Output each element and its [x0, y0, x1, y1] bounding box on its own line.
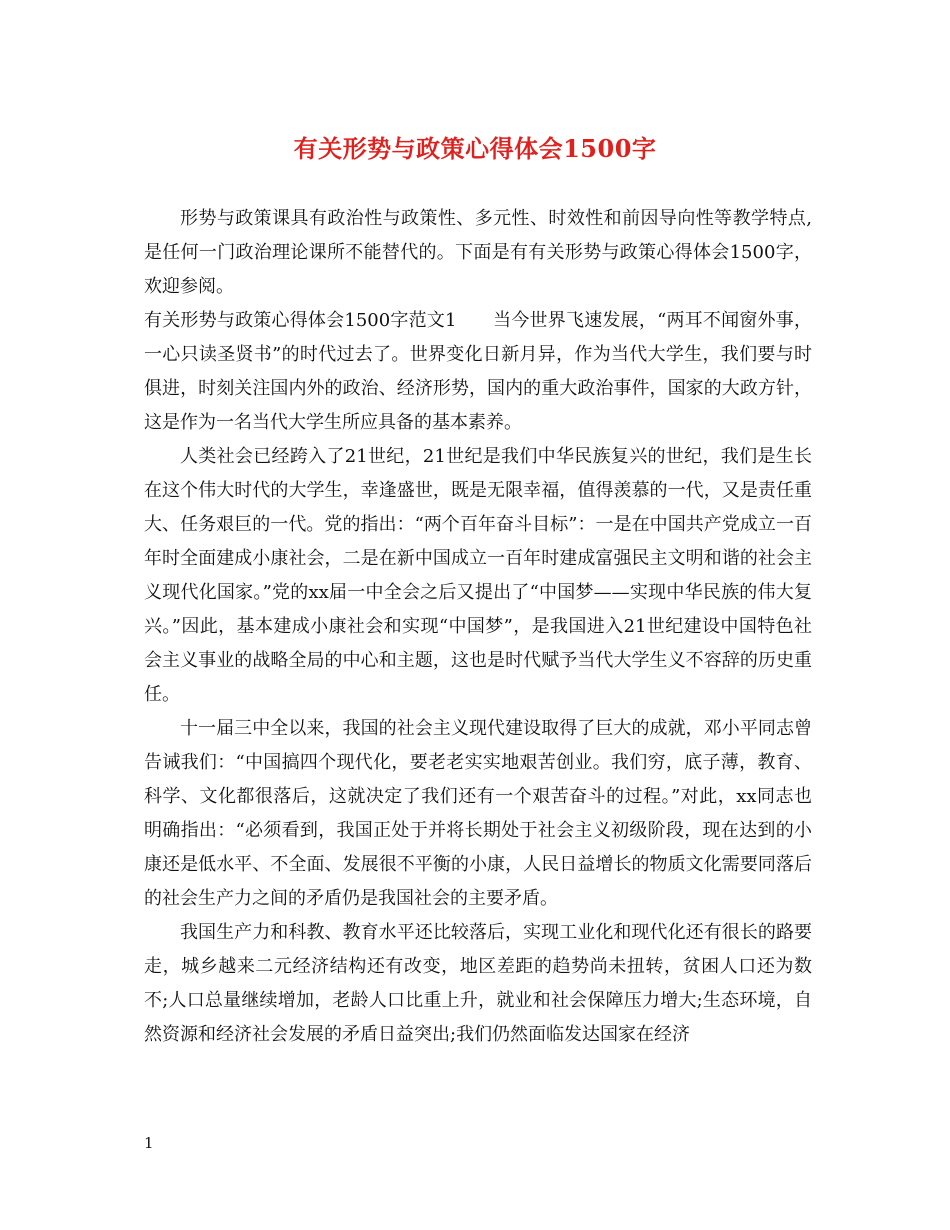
page-number: 1 — [144, 1134, 154, 1152]
paragraph-third-plenum: 十一届三中全以来，我国的社会主义现代建设取得了巨大的成就，邓小平同志曾告诫我们：“中国搞四个现代化，要老老实实地艰苦创业。我们穷，底子薄，教育、科学、文化都很落后，这就决定了我们还有一个艰苦奋斗的过程。”对此，xx同志也明确指出：“必须看到，我国正处于并将长期处于社会主义初级阶段，现在达到的小康还是低水平、不全面、发展很不平衡的小康，人民日益增长的物质文化需要同落后的社会生产力之间的矛盾仍是我国社会的主要矛盾。 — [144, 718, 812, 909]
paragraph-21st-century: 人类社会已经跨入了21世纪，21世纪是我们中华民族复兴的世纪，我们是生长在这个伟大时代的大学生，幸逢盛世，既是无限幸福，值得羡慕的一代，又是责任重大、任务艰巨的一代。党的指出：“两个百年奋斗目标”：一是在中国共产党成立一百年时全面建成小康社会，二是在新中国成立一百年时建成富强民主文明和谐的社会主义现代化国家。”党的xx届一中全会之后又提出了“中国梦——实现中华民族的伟大复兴。”因此，基本建成小康社会和实现“中国梦”，是我国进入21世纪建设中国特色社会主义事业的战略全局的中心和主题，这也是时代赋予当代大学生义不容辞的历史重任。 — [144, 446, 812, 705]
paragraph-sample-1: 有关形势与政策心得体会1500字范文1 当今世界飞速发展，“两耳不闻窗外事，一心只读圣贤书”的时代过去了。世界变化日新月异，作为当代大学生，我们要与时俱进，时刻关注国内外的政治、经济形势，国内的重大政治事件，国家的大政方针，这是作为一名当代大学生所应具备的基本素养。 — [144, 310, 812, 433]
paragraph-productivity: 我国生产力和科教、教育水平还比较落后，实现工业化和现代化还有很长的路要走，城乡越来二元经济结构还有改变，地区差距的趋势尚未扭转，贫困人口还为数不;人口总量继续增加，老龄人口比重上升，就业和社会保障压力增大;生态环境，自然资源和经济社会发展的矛盾日益突出;我们仍然面临发达国家在经济 — [144, 922, 812, 1045]
document-body — [144, 202, 812, 1052]
paragraph-intro: 形势与政策课具有政治性与政策性、多元性、时效性和前因导向性等教学特点,是任何一门政治理论课所不能替代的。下面是有有关形势与政策心得体会1500字，欢迎参阅。 — [144, 208, 812, 297]
document-title: 有关形势与政策心得体会1500字 — [293, 134, 657, 163]
